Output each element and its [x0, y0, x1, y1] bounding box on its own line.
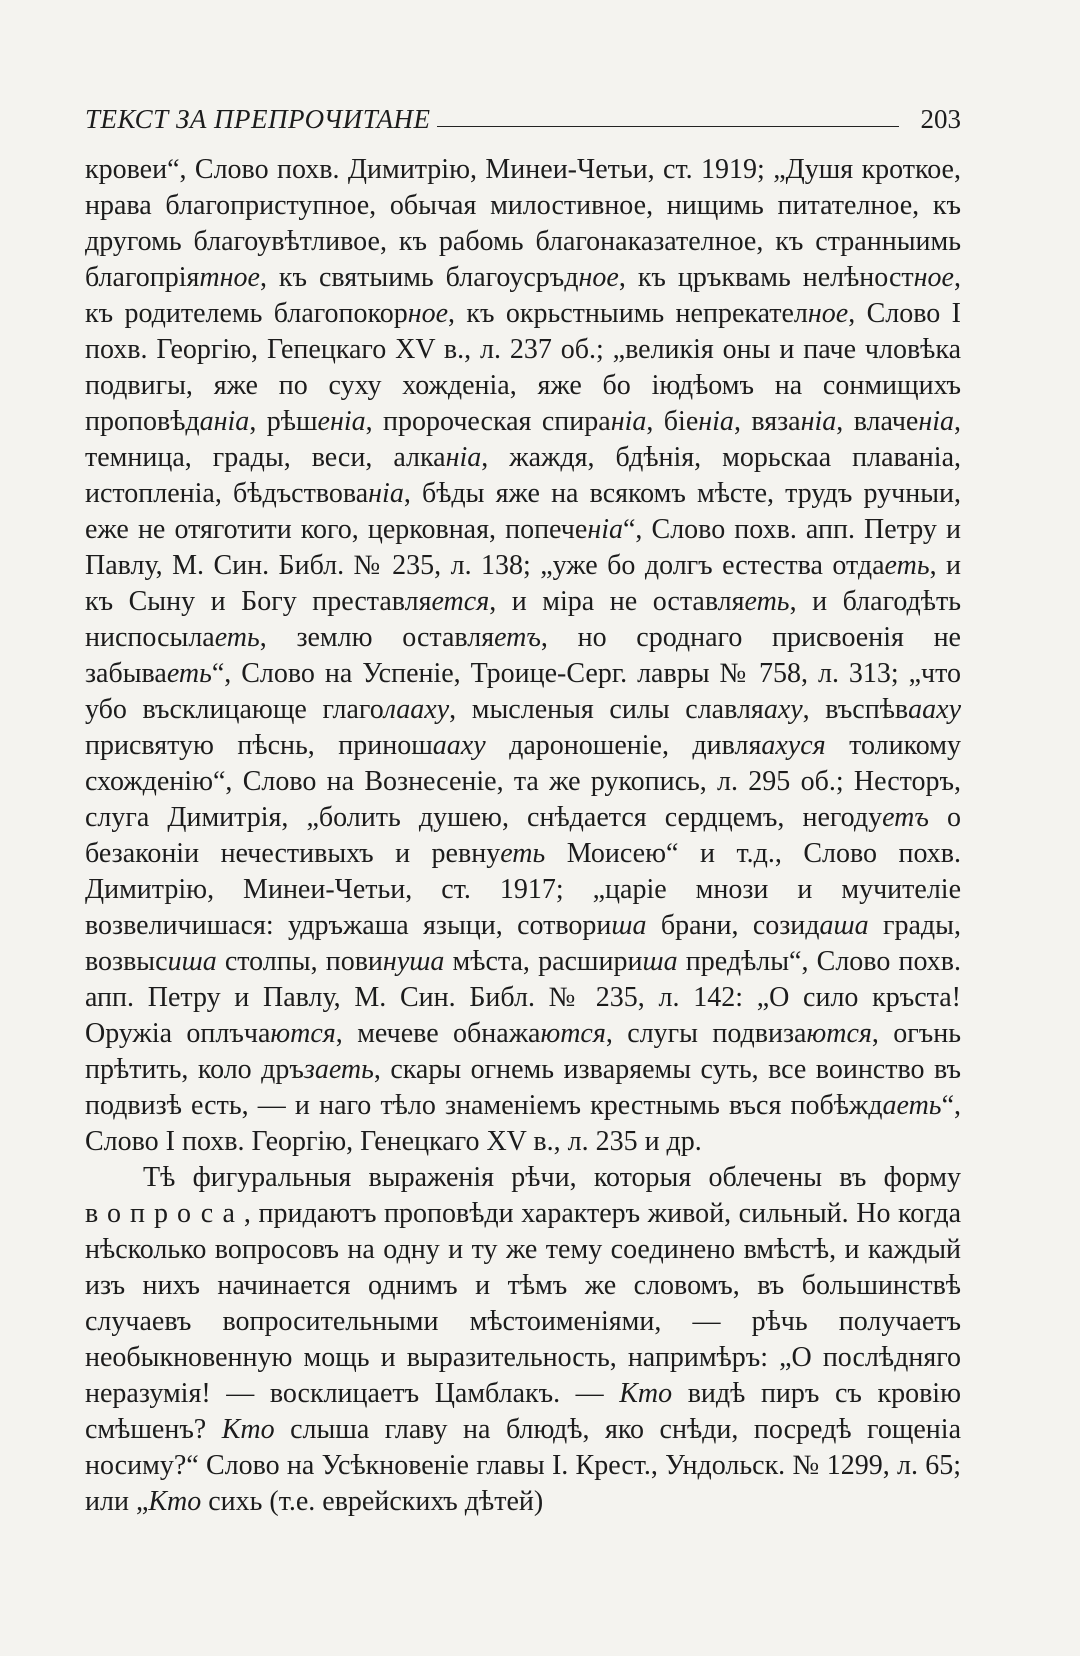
italic-emphasis: етъ: [494, 622, 541, 653]
italic-emphasis: еть: [166, 658, 212, 689]
italic-emphasis: ное: [807, 298, 849, 329]
italic-emphasis: ахуся: [761, 730, 826, 761]
italic-emphasis: Кто: [619, 1378, 673, 1409]
italic-emphasis: ное: [578, 262, 619, 293]
italic-emphasis: ное: [407, 298, 449, 329]
italic-emphasis: ются: [540, 1018, 606, 1049]
italic-emphasis: ніа: [587, 514, 623, 545]
page-header: [85, 95, 961, 135]
italic-emphasis: ются: [270, 1018, 336, 1049]
spaced-emphasis: вопроса: [85, 1198, 244, 1229]
italic-emphasis: еть: [744, 586, 790, 617]
italic-emphasis: еть: [500, 838, 546, 869]
italic-emphasis: Кто: [221, 1414, 275, 1445]
body-text: [85, 152, 961, 1520]
running-title: ТЕКСТ ЗА ПРЕПРОЧИТАНЕ: [85, 104, 431, 134]
paragraph: Тѣ фигуральныя выраженія рѣчи, которыя облечены въ форму вопроса, придаютъ проповѣди характеръ живой, сильный. Но когда нѣсколько вопросовъ на одну и ту же тему соединено вмѣстѣ, и каждый изъ нихъ начинается однимъ и тѣмъ же словомъ, въ большинствѣ случаевъ вопросительными мѣстоименіями, — рѣчь получаетъ необыкновенную мощь и выразительность, напримѣръ: „О послѣдняго неразумія! — восклицаетъ Цамблакъ. — Кто видѣ пиръ съ кровію смѣшенъ? Кто слыша главу на блюдѣ, яко снѣди, посредѣ гощеніа носиму?“ Слово на Усѣкновеніе главы І. Крест., Ундольск. № 1299, л. 65; или „Кто сихь (т.е. еврейскихъ дѣтей): [85, 1162, 962, 1517]
italic-emphasis: ааху: [432, 730, 486, 761]
italic-emphasis: иша: [167, 946, 217, 977]
italic-emphasis: етъ: [882, 802, 929, 833]
page-number: 203: [920, 104, 961, 134]
italic-emphasis: аніа: [199, 406, 250, 437]
italic-emphasis: аеть: [882, 1090, 942, 1121]
italic-emphasis: ша: [611, 910, 647, 941]
italic-emphasis: ются: [806, 1018, 872, 1049]
italic-emphasis: ніа: [698, 406, 734, 437]
italic-emphasis: ніа: [610, 406, 647, 437]
italic-emphasis: еть: [884, 550, 930, 581]
italic-emphasis: ніа: [445, 442, 482, 473]
italic-emphasis: еть: [214, 622, 260, 653]
italic-emphasis: ніа: [368, 478, 404, 509]
italic-emphasis: ется: [431, 586, 490, 617]
italic-emphasis: ніа: [800, 406, 837, 437]
paragraph: кровеи“, Слово похв. Димитрію, Минеи-Четьи, ст. 1919; „Душя кроткое, нрава благоприступное, обычая милостивное, нищимь питателное, къ другомь благоув‍ѣтливое, къ рабомь благонаказателное, къ странныимь благопріятное, къ святыимь благоусръдное, къ цръквамь нел‍ѣностное, къ родителемь благопокорное, къ окрьстныимь непрекателное, Слово I похв. Георгію, Гепецкаго XV в., л. 237 об.; „великія оны и паче чловѣка подвигы, яже по суху хожденіа, яже бо іюдѣомъ на сонмищихъ проповѣданіа, рѣшеніа, пророческая спираніа, біеніа, вязаніа, влаченіа, темница, грады, веси, алканіа, жаждя, бдѣнія, морьскаа плаваніа, истопленіа, бѣдъствованіа, бѣды яже на всякомъ мѣсте, трудъ ручныи, еже не отяготити кого, церковная, попеченіа“, Слово похв. апп. Петру и Павлу, М. Син. Библ. № 235, л. 138; „уже бо долгъ естества отдаеть, и къ Сыну и Богу преставляется, и міра не оставляеть, и благодѣть ниспосылаеть, землю оставляетъ, но сроднаго присвоенія не забываеть“, Слово на Успеніе, Троице-Серг. лавры № 758, л. 313; „что убо въсклицающе глаголааху, мысленыя силы славляаху, въспѣваaху присвятую пѣснь, приношааху дароношеніе, дивляахуся толикому схожденію“, Слово на Вознесеніе, та же рукопись, л. 295 об.; Несторъ, слуга Димитрія, „болить душею, снѣдается сердцемъ, негодуетъ о безаконіи нечестивыхъ и ревнуеть Моисею“ и т.д., Слово похв. Димитрію, Минеи-Четьи, ст. 1917; „царіе мнози и мучителіе возвеличишася: удръжаша языци, сотвориша брани, созидаша грады, возвысиша столпы, повинуша мѣста, расшириша предѣлы“, Слово похв. апп. Петру и Павлу, М. Син. Библ. № 235, л. 142: „О сило кръста! Оружіа оплъчаются, мечеве обнажаются, слугы подвизаются, огънь прѣтить, коло дръзаеть, скары огнемь извaряемы суть, все воинство въ подвизѣ есть, — и наго тѣло знаменіемъ крестнымь въся побѣждаеть“, Слово I похв. Георгію, Генецкаго XV в., л. 235 и др.: [85, 154, 962, 1157]
italic-emphasis: аху: [763, 694, 803, 725]
italic-emphasis: ное: [913, 262, 954, 293]
italic-emphasis: еніа: [317, 406, 366, 437]
italic-emphasis: ша: [642, 946, 678, 977]
italic-emphasis: аaху: [908, 694, 962, 725]
italic-emphasis: заеть: [303, 1054, 374, 1085]
italic-emphasis: Кто: [148, 1486, 202, 1517]
italic-emphasis: лааху: [383, 694, 450, 725]
italic-emphasis: аша: [819, 910, 869, 941]
italic-emphasis: ніа: [918, 406, 955, 437]
italic-emphasis: тное: [199, 262, 260, 293]
header-rule: [437, 126, 899, 127]
italic-emphasis: нуша: [382, 946, 445, 977]
